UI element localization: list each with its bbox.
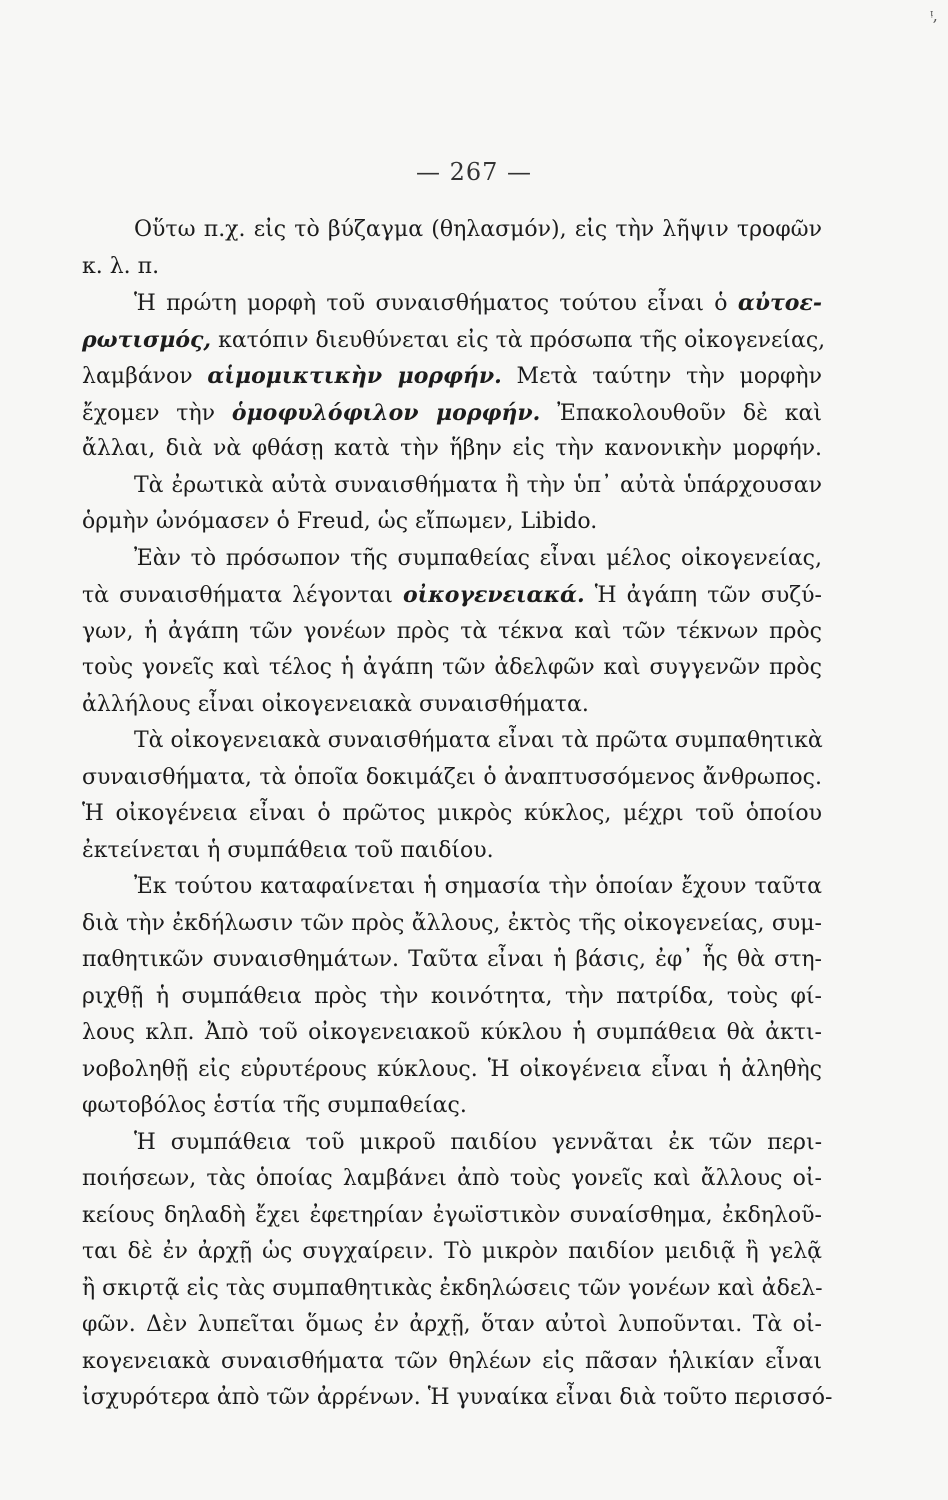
- text-line: [82, 1271, 822, 1308]
- text-run: Ἐκ τούτου καταφαίνεται ἡ σημασία τὴν ὁποίαν ἔχουν ταῦτα: [134, 874, 822, 899]
- text-line: [82, 869, 822, 906]
- text-run: κείους δηλαδὴ ἔχει ἐφετηρίαν ἐγωϊστικὸν συναίσθημα, ἐκδηλοῦ-: [82, 1202, 822, 1228]
- text-line: [82, 687, 822, 724]
- emphasized-term: αἱμομικτικὴν μορφήν.: [207, 363, 502, 389]
- text-run: λους κλπ. Ἀπὸ τοῦ οἰκογενειακοῦ κύκλου ἡ συμπάθεια θὰ ἀκτι-: [82, 1020, 822, 1045]
- text-run: γων, ἡ ἀγάπη τῶν γονέων πρὸς τὰ τέκνα καὶ τῶν τέκνων πρὸς: [82, 618, 822, 644]
- text-run: φῶν. Δὲν λυπεῖται ὅμως ἐν ἀρχῇ, ὅταν αὐτοὶ λυποῦνται. Τὰ οἰ-: [82, 1312, 822, 1337]
- text-run: ται δὲ ἐν ἀρχῇ ὡς συγχαίρειν. Τὸ μικρὸν παιδίον μειδιᾷ ἢ γελᾷ: [82, 1239, 822, 1264]
- corner-mark: ᵎ,: [930, 6, 938, 25]
- text-line: [82, 577, 822, 614]
- text-run: ἰσχυρότερα ἀπὸ τῶν ἀρρένων. Ἡ γυναίκα εἶναι διὰ τοῦτο περισσό-: [82, 1385, 833, 1410]
- text-line: [82, 212, 822, 249]
- text-run: Μετὰ ταύτην τὴν μορφὴν: [501, 364, 822, 389]
- text-run: Ἐὰν τὸ πρόσωπον τῆς συμπαθείας εἶναι μέλος οἰκογενείας,: [134, 545, 822, 571]
- text-run: ἀλλήλους εἶναι οἰκογενειακὰ συναισθήματα.: [82, 691, 589, 717]
- text-line: [82, 1307, 822, 1344]
- text-line: [82, 1125, 822, 1162]
- paragraph: [82, 1125, 833, 1417]
- text-line: [82, 468, 822, 505]
- text-run: κ. λ. π.: [82, 253, 160, 279]
- text-line: [82, 614, 822, 651]
- text-line: [82, 249, 822, 286]
- paragraph: [82, 285, 826, 541]
- text-run: Ἡ οἰκογένεια εἶναι ὁ πρῶτος μικρὸς κύκλος, μέχρι τοῦ ὁποίου: [82, 801, 822, 826]
- text-run: ὁρμὴν ὠνόμασεν ὁ Freud, ὡς εἴπωμεν, Libido.: [82, 509, 598, 534]
- text-run: τοὺς γονεῖς καὶ τέλος ἡ ἀγάπη τῶν ἀδελφῶν καὶ συγγενῶν πρὸς: [82, 655, 822, 680]
- text-run: συναισθήματα, τὰ ὁποῖα δοκιμάζει ὁ ἀναπτυσσόμενος ἄνθρωπος.: [82, 764, 822, 790]
- paragraph: [82, 541, 822, 724]
- text-line: [82, 760, 822, 797]
- text-run: Τὰ οἰκογενειακὰ συναισθήματα εἶναι τὰ πρῶτα συμπαθητικὰ: [134, 728, 823, 753]
- page-number: — 267 —: [415, 158, 533, 186]
- text-line: [82, 395, 822, 432]
- emphasized-term: οἰκογενειακά.: [402, 582, 585, 608]
- text-line: [82, 979, 822, 1016]
- text-run: ἄλλαι, διὰ νὰ φθάσῃ κατὰ τὴν ἥβην εἰς τὴν κανονικὴν μορφήν.: [82, 436, 822, 461]
- paragraph: [82, 212, 822, 285]
- text-line: [82, 1380, 833, 1417]
- text-line: [82, 1198, 822, 1235]
- text-run: λαμβάνον: [82, 364, 208, 389]
- text-run: Ἡ ἀγάπη τῶν συζύ-: [584, 583, 822, 608]
- text-line: [82, 1015, 822, 1052]
- text-run: παθητικῶν συναισθημάτων. Ταῦτα εἶναι ἡ βάσις, ἐφ᾽ ἧς θὰ στη-: [82, 947, 822, 972]
- text-run: Οὕτω π.χ. εἰς τὸ βύζαγμα (θηλασμόν), εἰς τὴν λῆψιν τροφῶν: [134, 217, 822, 242]
- text-run: κογενειακὰ συναισθήματα τῶν θηλέων εἰς πᾶσαν ἡλικίαν εἶναι: [82, 1348, 822, 1374]
- text-run: ἐκτείνεται ἡ συμπάθεια τοῦ παιδίου.: [82, 837, 494, 863]
- text-line: [82, 322, 826, 359]
- text-run: Ἡ πρώτη μορφὴ τοῦ συναισθήματος τούτου εἶναι ὁ: [134, 291, 738, 316]
- text-run: Τὰ ἐρωτικὰ αὐτὰ συναισθήματα ἢ τὴν ὑπ᾽ αὐτὰ ὑπάρχουσαν: [134, 472, 822, 498]
- text-run: ἢ σκιρτᾷ εἰς τὰς συμπαθητικὰς ἐκδηλώσεις τῶν γονέων καὶ ἀδελ-: [82, 1275, 823, 1301]
- text-line: [82, 650, 822, 687]
- paragraph: [82, 869, 822, 1125]
- text-run: ριχθῇ ἡ συμπάθεια πρὸς τὴν κοινότητα, τὴν πατρίδα, τοὺς φί-: [82, 983, 822, 1009]
- text-line: [82, 942, 822, 979]
- text-run: Ἡ συμπάθεια τοῦ μικροῦ παιδίου γεννᾶται ἐκ τῶν περι-: [134, 1129, 822, 1155]
- text-run: φωτοβόλος ἑστία τῆς συμπαθείας.: [82, 1093, 467, 1118]
- body-text: [82, 212, 833, 1417]
- text-line: [82, 1052, 822, 1089]
- text-line: [82, 723, 822, 760]
- text-run: κατόπιν διευθύνεται εἰς τὰ πρόσωπα τῆς οἰκογενείας,: [211, 327, 826, 353]
- text-line: [82, 431, 822, 468]
- text-run: ἔχομεν τὴν: [82, 400, 232, 426]
- text-line: [82, 796, 822, 833]
- emphasized-term: ρωτισμός,: [82, 326, 212, 353]
- text-run: ποιήσεων, τὰς ὁποίας λαμβάνει ἀπὸ τοὺς γονεῖς καὶ ἄλλους οἰ-: [82, 1166, 822, 1191]
- emphasized-term: ὁμοφυλόφιλον μορφήν.: [231, 399, 541, 426]
- text-line: [82, 1344, 822, 1381]
- text-run: νοβοληθῇ εἰς εὐρυτέρους κύκλους. Ἡ οἰκογένεια εἶναι ἡ ἀληθὴς: [82, 1056, 822, 1082]
- text-line: [82, 906, 822, 943]
- paragraph: [82, 723, 822, 869]
- text-run: διὰ τὴν ἐκδήλωσιν τῶν πρὸς ἄλλους, ἐκτὸς τῆς οἰκογενείας, συμ-: [82, 910, 822, 936]
- emphasized-term: αὐτοε-: [737, 290, 822, 316]
- text-line: [82, 1234, 822, 1271]
- text-line: [82, 504, 822, 541]
- text-line: [82, 358, 822, 395]
- text-line: [82, 833, 822, 870]
- text-run: Ἐπακολουθοῦν δὲ καὶ: [540, 400, 822, 426]
- text-run: τὰ συναισθήματα λέγονται: [82, 583, 403, 608]
- text-line: [82, 541, 822, 578]
- text-line: [82, 1088, 822, 1125]
- text-line: [82, 285, 822, 322]
- text-line: [82, 1161, 822, 1198]
